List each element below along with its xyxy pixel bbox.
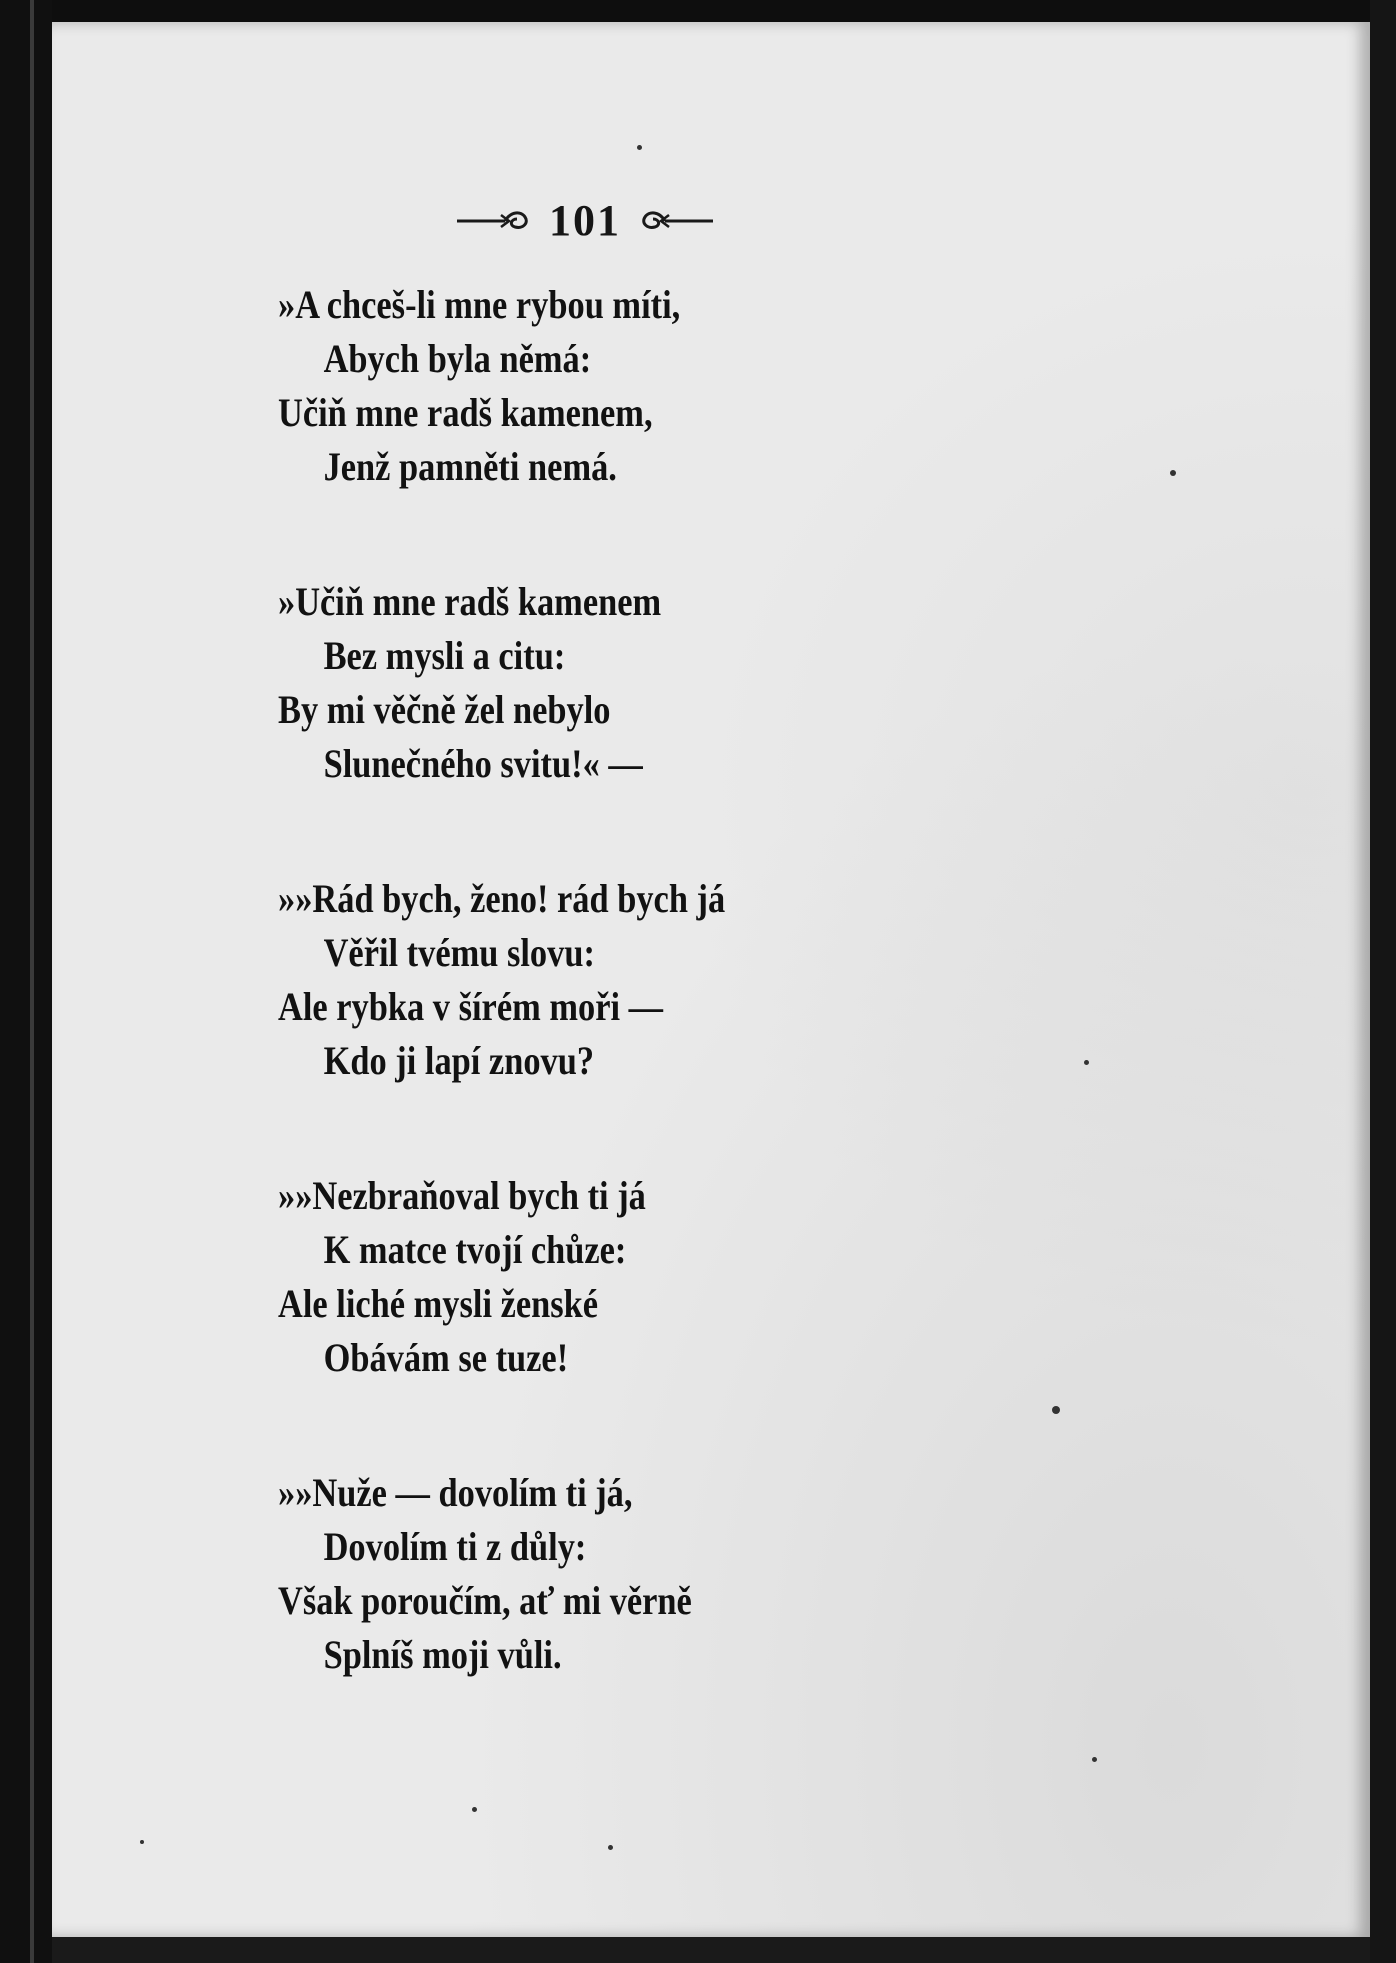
- verse-line: »Učiň mne radš kamenem: [278, 579, 662, 624]
- right-ornament-icon: [637, 207, 715, 233]
- stanza: [278, 872, 1138, 1088]
- right-page-edge: [1370, 0, 1396, 1963]
- scan-speck: [637, 145, 642, 150]
- verse-line: Však poroučím, ať mi věrně: [278, 1578, 692, 1623]
- verse-line: Dovolím ti z důly:: [323, 1524, 587, 1569]
- verse-line: Učiň mne radš kamenem,: [278, 390, 653, 435]
- verse-line: K matce tvojí chůze:: [323, 1227, 627, 1272]
- verse-line: Ale liché mysli ženské: [278, 1281, 599, 1326]
- scan-speck: [472, 1807, 477, 1812]
- verse-line: Splníš moji vůli.: [323, 1632, 562, 1677]
- stanza: [278, 1466, 1138, 1682]
- poem: [278, 278, 1138, 1763]
- verse-line: Ale rybka v šírém moři —: [278, 984, 664, 1029]
- scan-speck: [1084, 1060, 1089, 1065]
- left-page-edge: [0, 0, 52, 1963]
- verse-line: Bez mysli a citu:: [323, 633, 566, 678]
- verse-line: Abych byla němá:: [323, 336, 592, 381]
- stanza: [278, 575, 1138, 791]
- verse-line: Obávám se tuze!: [323, 1335, 569, 1380]
- scan-speck: [1092, 1757, 1097, 1762]
- verse-line: »»Nezbraňoval bych ti já: [278, 1173, 646, 1218]
- bottom-page-edge: [52, 1937, 1370, 1963]
- verse-line: By mi věčně žel nebylo: [278, 687, 611, 732]
- stanza: [278, 278, 1138, 494]
- verse-line: »A chceš-li mne rybou míti,: [278, 282, 681, 327]
- page-header: [440, 190, 730, 250]
- verse-line: »»Rád bych, ženo! rád bych já: [278, 876, 726, 921]
- verse-line: »»Nuže — dovolím ti já,: [278, 1470, 633, 1515]
- stanza: [278, 1169, 1138, 1385]
- left-ornament-icon: [455, 207, 533, 233]
- binding-line: [30, 0, 34, 1963]
- scan-speck: [1052, 1406, 1060, 1414]
- verse-line: Věřil tvému slovu:: [323, 930, 595, 975]
- verse-line: Kdo ji lapí znovu?: [323, 1038, 595, 1083]
- verse-line: Jenž pamněti nemá.: [323, 444, 617, 489]
- scan-speck: [140, 1840, 144, 1844]
- page-number: 101: [549, 195, 621, 245]
- verse-line: Slunečného svitu!« —: [323, 741, 643, 786]
- scan-speck: [1170, 470, 1176, 476]
- scan-speck: [608, 1845, 613, 1850]
